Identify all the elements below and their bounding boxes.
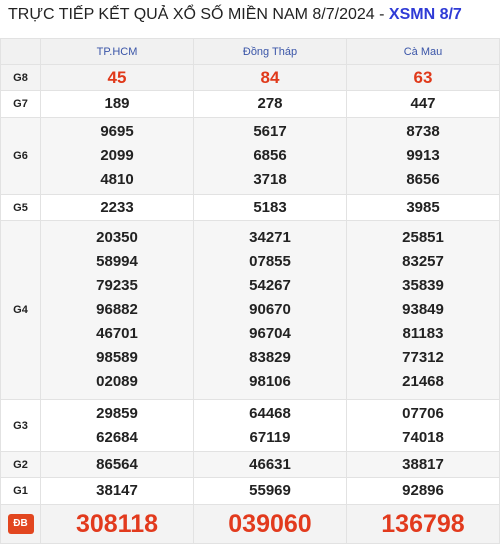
prize-number: 07855 <box>249 253 291 271</box>
prize-number: 54267 <box>249 277 291 295</box>
prize-number: 35839 <box>402 277 444 295</box>
prize-number: 67119 <box>249 428 291 446</box>
prize-number: 55969 <box>249 482 291 500</box>
prize-number: 92896 <box>402 482 444 500</box>
prize-label: G1 <box>1 478 41 504</box>
table-header-row <box>1 39 500 65</box>
prize-number: 46701 <box>96 325 138 343</box>
prize-number: 74018 <box>402 428 444 446</box>
prize-number: 02089 <box>96 373 138 391</box>
prize-number: 96704 <box>249 325 291 343</box>
prize-number: 83257 <box>402 253 444 271</box>
prize-number: 25851 <box>402 229 444 247</box>
prize-row-g5 <box>1 195 500 221</box>
prize-number: 77312 <box>402 349 444 367</box>
prize-row-g7 <box>1 91 500 117</box>
prize-number: 4810 <box>100 170 134 188</box>
prize-number: 34271 <box>249 229 291 247</box>
prize-number: 8656 <box>406 170 440 188</box>
prize-number: 38817 <box>402 455 444 473</box>
prize-number: 21468 <box>402 373 444 391</box>
prize-number: 2233 <box>100 198 134 216</box>
prize-number: 46631 <box>249 455 291 473</box>
prize-label: G3 <box>1 400 41 452</box>
special-prize-number: 308118 <box>75 509 159 538</box>
page-title <box>0 0 500 30</box>
prize-number: 38147 <box>96 482 138 500</box>
prize-number: 5617 <box>253 122 287 140</box>
prize-number: 3718 <box>253 170 287 188</box>
prize-number: 278 <box>257 95 283 113</box>
prize-label: G8 <box>1 65 41 91</box>
prize-number: 9913 <box>406 146 440 164</box>
prize-number: 9695 <box>100 122 134 140</box>
prize-number: 447 <box>410 95 436 113</box>
prize-number: 20350 <box>96 229 138 247</box>
prize-label: G7 <box>1 91 41 117</box>
col-header-tphcm[interactable]: TP.HCM <box>41 39 194 65</box>
prize-number: 64468 <box>249 404 291 422</box>
prize-number: 86564 <box>96 455 138 473</box>
prize-row-g1 <box>1 478 500 504</box>
prize-number: 83829 <box>249 349 291 367</box>
prize-number: 07706 <box>402 404 444 422</box>
prize-number: 79235 <box>96 277 138 295</box>
special-prize-cell <box>1 504 41 543</box>
prize-number: 84 <box>260 67 280 87</box>
prize-label: G5 <box>1 195 41 221</box>
prize-row-g2 <box>1 451 500 477</box>
results-table <box>0 38 500 544</box>
prize-number: 98106 <box>249 373 291 391</box>
prize-number: 29859 <box>96 404 138 422</box>
corner-cell <box>1 39 41 65</box>
prize-number: 63 <box>413 67 433 87</box>
prize-row-special <box>1 504 500 543</box>
special-prize-badge: ĐB <box>8 514 34 534</box>
prize-number: 3985 <box>406 198 440 216</box>
prize-label: G4 <box>1 221 41 400</box>
col-header-dongthap[interactable]: Đồng Tháp <box>194 39 347 65</box>
prize-row-g8 <box>1 65 500 91</box>
prize-row-g6 <box>1 117 500 194</box>
title-link[interactable]: XSMN 8/7 <box>388 6 462 23</box>
prize-number: 90670 <box>249 301 291 319</box>
prize-number: 8738 <box>406 122 440 140</box>
prize-number: 6856 <box>253 146 287 164</box>
prize-label: G6 <box>1 117 41 194</box>
prize-number: 98589 <box>96 349 138 367</box>
prize-number: 62684 <box>96 428 138 446</box>
special-prize-number: 136798 <box>381 509 465 538</box>
title-text: TRỰC TIẾP KẾT QUẢ XỔ SỐ MIỀN NAM 8/7/2024 - <box>8 6 389 23</box>
prize-row-g4 <box>1 221 500 400</box>
prize-number: 189 <box>104 95 130 113</box>
prize-number: 93849 <box>402 301 444 319</box>
prize-number: 96882 <box>96 301 138 319</box>
prize-number: 58994 <box>96 253 138 271</box>
prize-number: 45 <box>107 67 127 87</box>
special-prize-number: 039060 <box>228 509 312 538</box>
prize-number: 5183 <box>253 198 287 216</box>
col-header-camau[interactable]: Cà Mau <box>347 39 500 65</box>
prize-number: 81183 <box>402 325 444 343</box>
prize-row-g3 <box>1 400 500 452</box>
prize-label: G2 <box>1 451 41 477</box>
prize-number: 2099 <box>100 146 134 164</box>
